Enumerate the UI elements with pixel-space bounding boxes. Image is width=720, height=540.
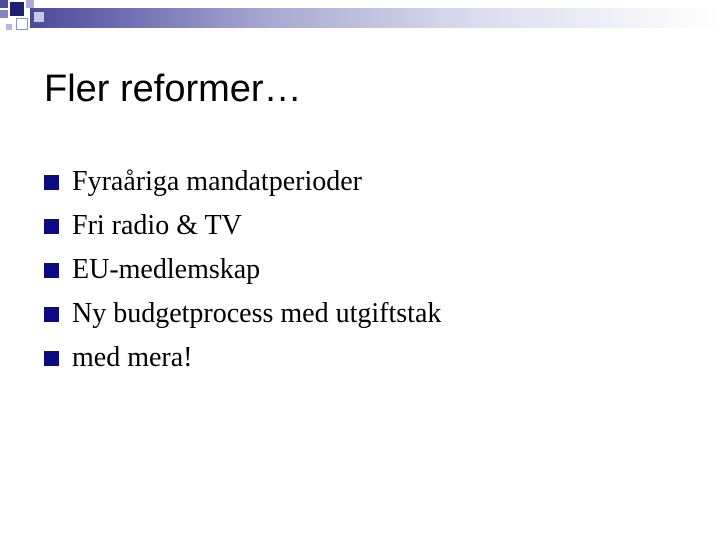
- bullet-item: [44, 336, 441, 380]
- bullet-text: med mera!: [72, 342, 193, 373]
- square-bullet-icon: [44, 307, 59, 322]
- header-decoration: [0, 0, 720, 40]
- bullet-list: [44, 160, 441, 380]
- bullet-item: [44, 292, 441, 336]
- bullet-item: [44, 248, 441, 292]
- decorative-square-icon: [26, 0, 34, 8]
- decorative-square-icon: [0, 10, 8, 18]
- bullet-text: Fri radio & TV: [72, 210, 242, 241]
- bullet-item: [44, 160, 441, 204]
- bullet-text: EU-medlemskap: [72, 254, 261, 285]
- slide-title: Fler reformer…: [44, 68, 302, 110]
- bullet-text: Ny budgetprocess med utgiftstak: [72, 298, 442, 329]
- decorative-square-icon: [6, 24, 12, 30]
- decorative-square-icon: [16, 18, 28, 30]
- square-bullet-icon: [44, 219, 59, 234]
- gradient-bar: [30, 8, 720, 28]
- decorative-square-icon: [34, 12, 44, 22]
- decorative-square-icon: [0, 0, 8, 8]
- square-bullet-icon: [44, 175, 59, 190]
- bullet-item: [44, 204, 441, 248]
- bullet-text: Fyraåriga mandatperioder: [72, 166, 362, 197]
- square-bullet-icon: [44, 351, 59, 366]
- decorative-square-icon: [10, 2, 24, 16]
- square-bullet-icon: [44, 263, 59, 278]
